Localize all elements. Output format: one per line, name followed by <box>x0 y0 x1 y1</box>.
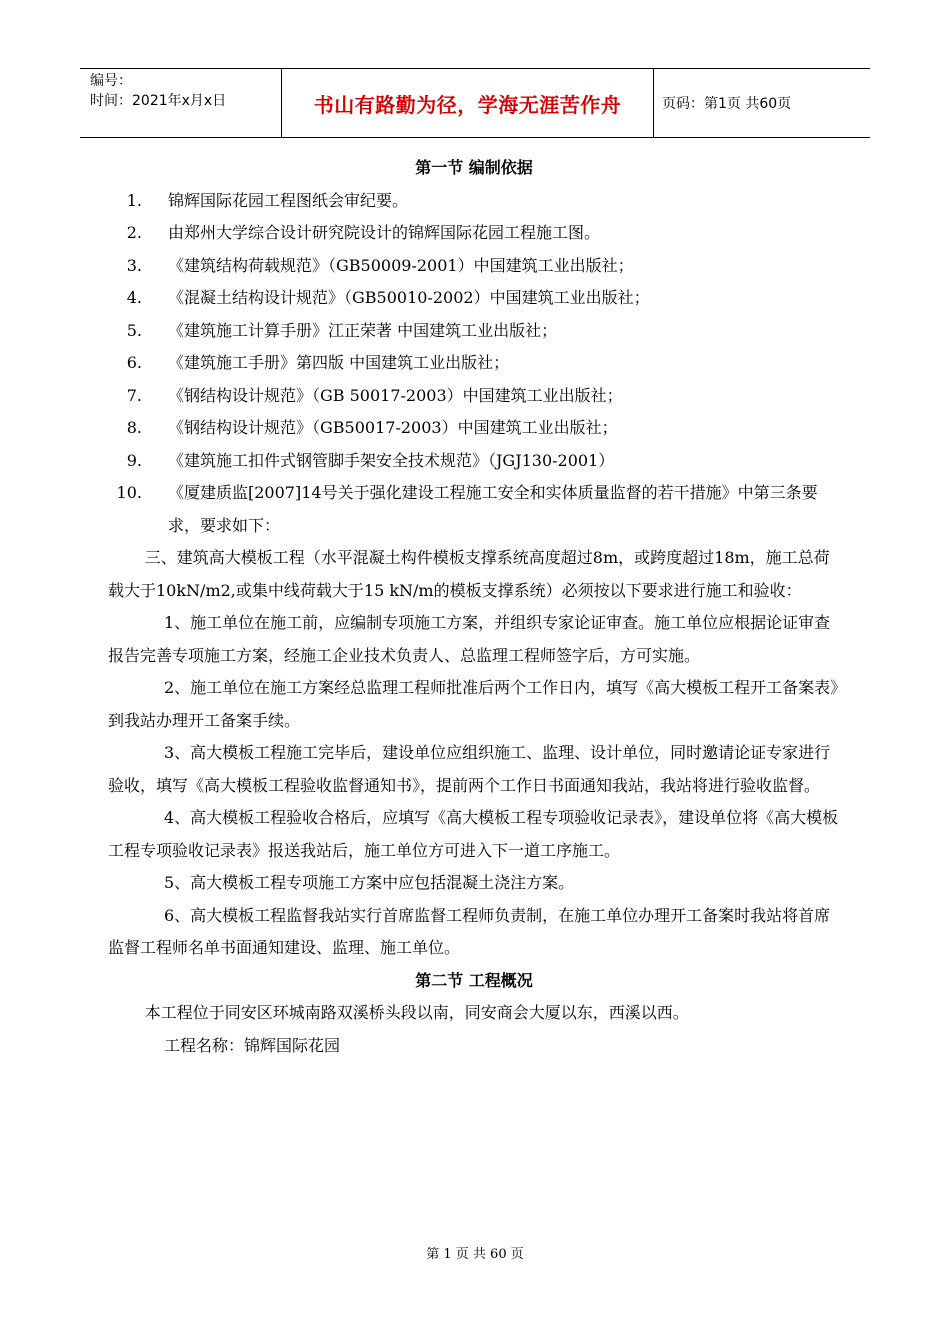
list-item: 7. 《钢结构设计规范》（GB 50017-2003）中国建筑工业出版社； <box>126 385 623 405</box>
list-item: 9. 《建筑施工扣件式钢管脚手架安全技术规范》（JGJ130-2001） <box>126 450 615 470</box>
section1-title: 第一节 编制依据 <box>415 158 533 177</box>
requirement-1: 1、施工单位在施工前，应编制专项施工方案，并组织专家论证审查。施工单位应根据论证审查报告完善专项施工方案，经施工企业技术负责人、总监理工程师签字后，方可实施。 <box>108 613 831 665</box>
requirements-intro: 三、建筑高大模板工程（水平混凝土构件模板支撑系统高度超过8m，或跨度超过18m，施工总荷载大于10kN/m2,或集中线荷载大于15 kN/m的模板支撑系统）必须按以下要求进行施工和验收： <box>108 548 830 600</box>
page-footer: 第 1 页 共 60 页 <box>426 1247 524 1262</box>
list-item: 3. 《建筑结构荷载规范》（GB50009-2001）中国建筑工业出版社； <box>126 255 634 275</box>
section2-title: 第二节 工程概况 <box>415 970 533 990</box>
date-label: 时间：2021年x月x日 <box>90 93 227 109</box>
header-page-info: 页码：第1页 共60页 <box>662 96 792 112</box>
requirement-2: 2、施工单位在施工方案经总监理工程师批准后两个工作日内，填写《高大模板工程开工备案表》到我站办理开工备案手续。 <box>108 678 839 730</box>
list-item: 5. 《建筑施工计算手册》江正荣著 中国建筑工业出版社； <box>126 320 558 340</box>
list-item: 8. 《钢结构设计规范》（GB50017-2003）中国建筑工业出版社； <box>126 418 618 437</box>
list-item: 1. 锦辉国际花园工程图纸会审纪要。 <box>126 190 409 210</box>
requirement-3: 3、高大模板工程施工完毕后，建设单位应组织施工、监理、设计单位，同时邀请论证专家进行验收，填写《高大模板工程验收监督通知书》，提前两个工作日书面通知我站，我站将进行验收监督。 <box>108 743 831 795</box>
header-meta <box>80 69 282 137</box>
list-item: 6. 《建筑施工手册》第四版 中国建筑工业出版社； <box>126 353 510 372</box>
reference-list <box>108 185 840 543</box>
requirement-4: 4、高大模板工程验收合格后，应填写《高大模板工程专项验收记录表》，建设单位将《高大模板工程专项验收记录表》报送我站后，施工单位方可进入下一道工序施工。 <box>108 808 839 860</box>
project-name: 工程名称：锦辉国际花园 <box>164 1035 341 1055</box>
list-item: 10. 《厦建质监[2007]14号关于强化建设工程施工安全和实体质量监督的若干措施》中第三条要求，要求如下： <box>116 483 818 535</box>
document-body <box>108 152 840 1062</box>
list-item: 2. 由郑州大学综合设计研究院设计的锦辉国际花园工程施工图。 <box>126 223 601 242</box>
header-motto: 书山有路勤为径，学海无涯苦作舟 <box>282 69 654 137</box>
requirement-5: 5、高大模板工程专项施工方案中应包括混凝土浇注方案。 <box>164 873 575 892</box>
requirement-6: 6、高大模板工程监督我站实行首席监督工程师负责制，在施工单位办理开工备案时我站将首席监督工程师名单书面通知建设、监理、施工单位。 <box>108 905 831 957</box>
page-header <box>80 68 870 138</box>
project-location: 本工程位于同安区环城南路双溪桥头段以南，同安商会大厦以东，西溪以西。 <box>144 1003 689 1022</box>
list-item: 4. 《混凝土结构设计规范》（GB50010-2002）中国建筑工业出版社； <box>126 288 650 307</box>
code-label: 编号： <box>90 73 132 89</box>
